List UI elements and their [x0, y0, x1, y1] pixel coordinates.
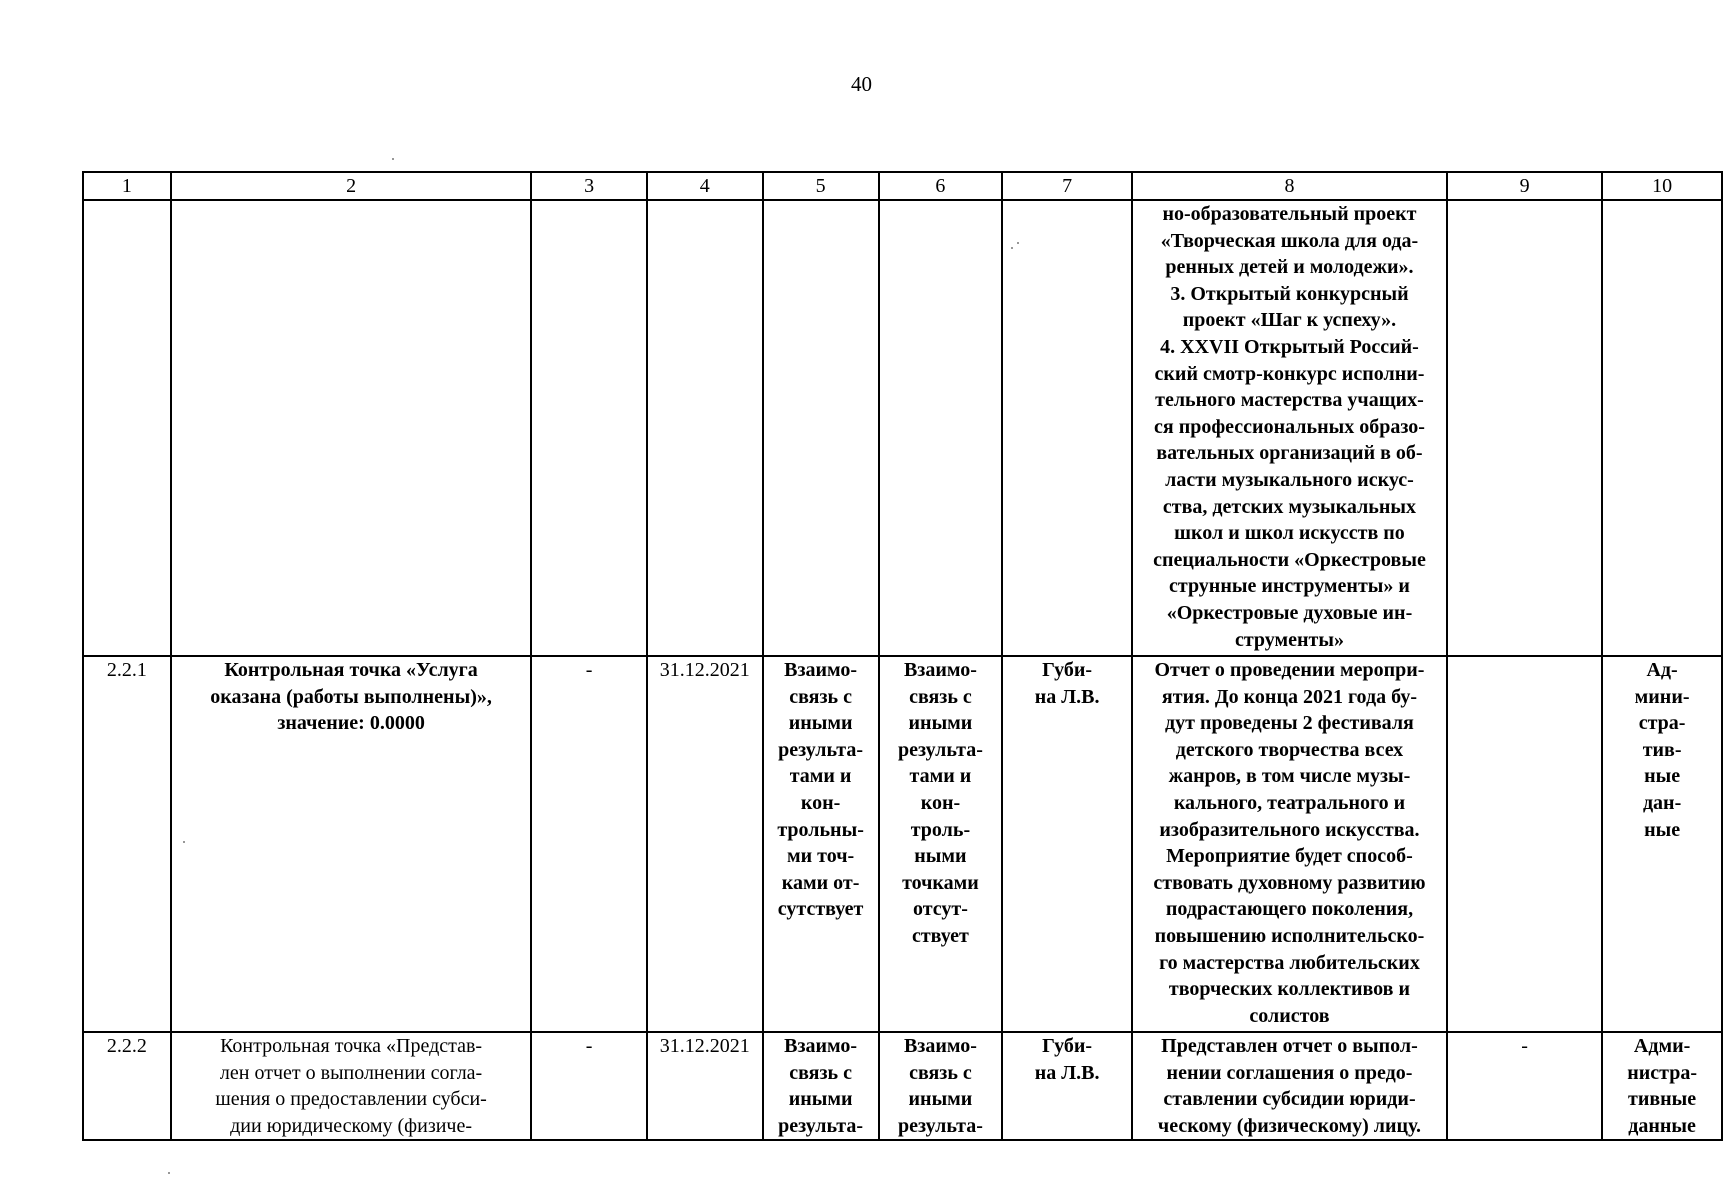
responsible-cell — [1002, 200, 1132, 656]
start-date-cell: - — [531, 1032, 646, 1140]
table-row — [83, 200, 1722, 656]
col9-cell — [1447, 656, 1602, 1032]
description-cell: но-образовательный проект «Творческая школа для ода- ренных детей и молодежи». 3. Открытый конкурсный проект «Шаг к успеху». 4. XXVII Открытый Россий- ский смотр-конкурс исполни- тельного мастерства учащих- ся профессиональных образо- вательных организаций в об- ласти музыкального искус- ства, детских музыкальных школ и школ искусств по специальности «Оркестровые струнные инструменты» и «Оркестровые духовые ин- струменты» — [1132, 200, 1447, 656]
scan-speck — [392, 158, 394, 160]
source-cell — [1602, 200, 1722, 656]
description-cell: Представлен отчет о выпол- нении соглашения о предо- ставлении субсидии юриди- ческому (физическому) лицу. — [1132, 1032, 1447, 1140]
row-number-cell: 2.2.2 — [83, 1032, 171, 1140]
scan-speck — [1011, 247, 1013, 249]
successor-cell: Взаимо- связь с иными результа- — [879, 1032, 1003, 1140]
column-header-6: 6 — [879, 172, 1003, 200]
page-number: 40 — [851, 72, 872, 96]
column-header-9: 9 — [1447, 172, 1602, 200]
name-cell: Контрольная точка «Представ- лен отчет о выполнении согла- шения о предоставлении субси- дии юридическому (физиче- — [171, 1032, 532, 1140]
scan-speck — [183, 841, 185, 843]
header-row — [83, 172, 1722, 200]
predecessor-cell — [763, 200, 879, 656]
responsible-cell: Губи- на Л.В. — [1002, 1032, 1132, 1140]
col9-cell: - — [1447, 1032, 1602, 1140]
scan-speck — [168, 1172, 170, 1174]
source-cell: Адми- нистра- тивные данные — [1602, 1032, 1722, 1140]
responsible-cell: Губи- на Л.В. — [1002, 656, 1132, 1032]
end-date-cell: 31.12.2021 — [647, 1032, 763, 1140]
plan-table — [82, 171, 1723, 1141]
start-date-cell: - — [531, 656, 646, 1032]
column-header-7: 7 — [1002, 172, 1132, 200]
row-number-cell — [83, 200, 171, 656]
scan-speck — [1017, 242, 1019, 244]
table-row — [83, 656, 1722, 1032]
column-header-4: 4 — [647, 172, 763, 200]
column-header-5: 5 — [763, 172, 879, 200]
end-date-cell — [647, 200, 763, 656]
description-cell: Отчет о проведении меропри- ятия. До конца 2021 года бу- дут проведены 2 фестиваля детского творчества всех жанров, в том числе музы- кального, театрального и изобразительного искусства. Мероприятие будет способ- ствовать духовному развитию подрастающего поколения, повышению исполнительско- го мастерства любительских творческих коллективов и солистов — [1132, 656, 1447, 1032]
column-header-8: 8 — [1132, 172, 1447, 200]
column-header-1: 1 — [83, 172, 171, 200]
start-date-cell — [531, 200, 646, 656]
row-number-cell: 2.2.1 — [83, 656, 171, 1032]
end-date-cell: 31.12.2021 — [647, 656, 763, 1032]
predecessor-cell: Взаимо- связь с иными результа- — [763, 1032, 879, 1140]
column-header-3: 3 — [531, 172, 646, 200]
source-cell: Ад- мини- стра- тив- ные дан- ные — [1602, 656, 1722, 1032]
successor-cell — [879, 200, 1003, 656]
column-header-2: 2 — [171, 172, 532, 200]
col9-cell — [1447, 200, 1602, 656]
column-header-10: 10 — [1602, 172, 1722, 200]
successor-cell: Взаимо- связь с иными результа- тами и кон- троль- ными точками отсут- ствует — [879, 656, 1003, 1032]
table-row — [83, 1032, 1722, 1140]
name-cell — [171, 200, 532, 656]
name-cell: Контрольная точка «Услуга оказана (работы выполнены)», значение: 0.0000 — [171, 656, 532, 1032]
predecessor-cell: Взаимо- связь с иными результа- тами и кон- трольны- ми точ- ками от- сутствует — [763, 656, 879, 1032]
